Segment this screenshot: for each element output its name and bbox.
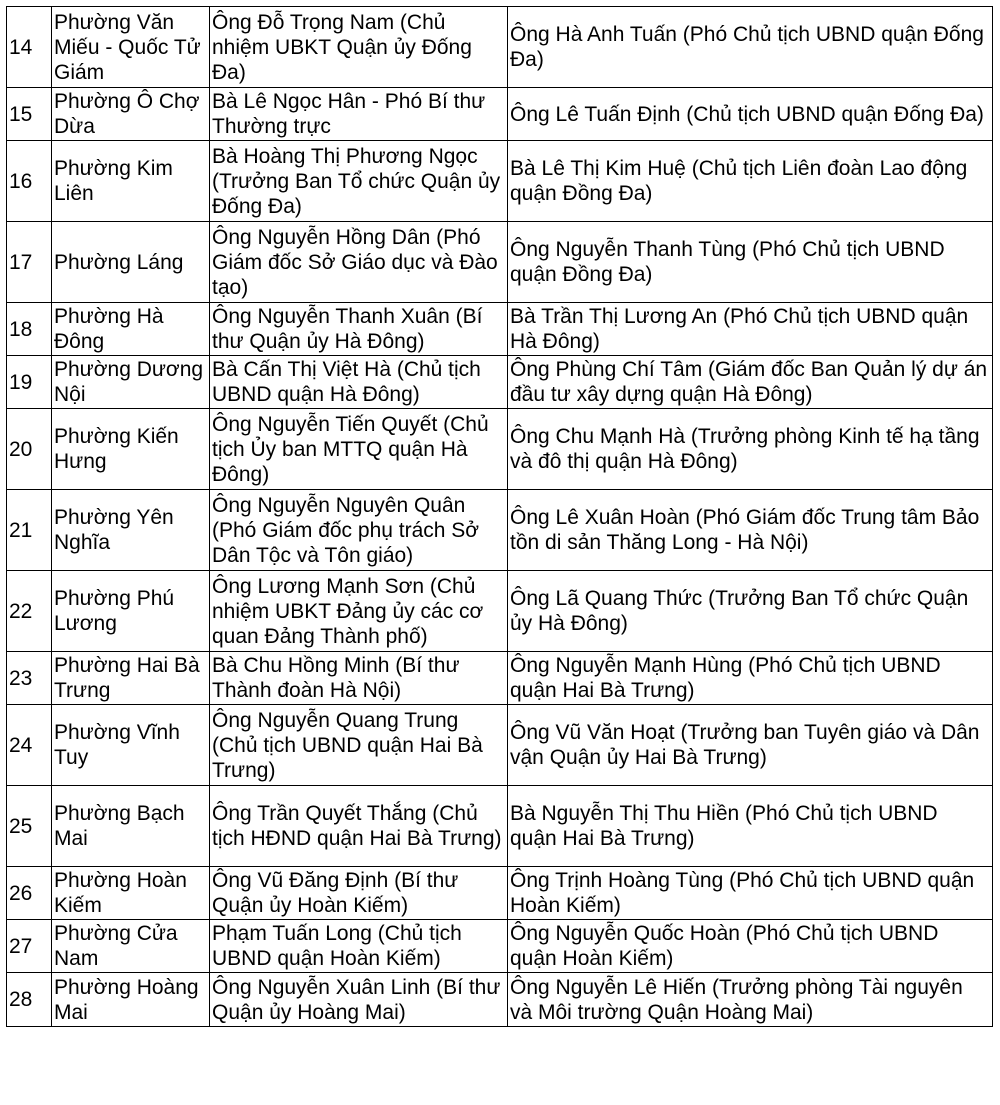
- person-a: Bà Lê Ngọc Hân - Phó Bí thư Thường trực: [210, 88, 508, 141]
- ward-name: Phường Hà Đông: [52, 303, 210, 356]
- person-a: Bà Hoàng Thị Phương Ngọc (Trưởng Ban Tổ chức Quận ủy Đống Đa): [210, 141, 508, 222]
- row-number: 20: [7, 409, 52, 490]
- table-row: [7, 867, 993, 920]
- row-number: 17: [7, 222, 52, 303]
- table-row: [7, 409, 993, 490]
- person-a: Ông Đỗ Trọng Nam (Chủ nhiệm UBKT Quận ủy Đống Đa): [210, 7, 508, 88]
- person-a: Bà Chu Hồng Minh (Bí thư Thành đoàn Hà Nội): [210, 652, 508, 705]
- table-row: [7, 973, 993, 1027]
- table-row: [7, 786, 993, 867]
- ward-name: Phường Láng: [52, 222, 210, 303]
- person-a: Ông Nguyễn Nguyên Quân (Phó Giám đốc phụ trách Sở Dân Tộc và Tôn giáo): [210, 490, 508, 571]
- row-number: 21: [7, 490, 52, 571]
- person-b: Ông Nguyễn Quốc Hoàn (Phó Chủ tịch UBND quận Hoàn Kiếm): [508, 920, 993, 973]
- row-number: 25: [7, 786, 52, 867]
- ward-name: Phường Phú Lương: [52, 571, 210, 652]
- personnel-table: [6, 6, 993, 1027]
- row-number: 18: [7, 303, 52, 356]
- row-number: 26: [7, 867, 52, 920]
- table-row: [7, 7, 993, 88]
- person-a: Ông Nguyễn Quang Trung (Chủ tịch UBND quận Hai Bà Trưng): [210, 705, 508, 786]
- table-row: [7, 490, 993, 571]
- ward-name: Phường Hoàn Kiếm: [52, 867, 210, 920]
- person-a: Ông Nguyễn Tiến Quyết (Chủ tịch Ủy ban MTTQ quận Hà Đông): [210, 409, 508, 490]
- ward-name: Phường Ô Chợ Dừa: [52, 88, 210, 141]
- row-number: 23: [7, 652, 52, 705]
- person-a: Bà Cấn Thị Việt Hà (Chủ tịch UBND quận Hà Đông): [210, 356, 508, 409]
- ward-name: Phường Hoàng Mai: [52, 973, 210, 1027]
- ward-name: Phường Kiến Hưng: [52, 409, 210, 490]
- ward-name: Phường Vĩnh Tuy: [52, 705, 210, 786]
- table-body: [7, 7, 993, 1027]
- person-b: Ông Trịnh Hoàng Tùng (Phó Chủ tịch UBND quận Hoàn Kiếm): [508, 867, 993, 920]
- ward-name: Phường Văn Miếu - Quốc Tử Giám: [52, 7, 210, 88]
- person-a: Ông Trần Quyết Thắng (Chủ tịch HĐND quận Hai Bà Trưng): [210, 786, 508, 867]
- table-row: [7, 705, 993, 786]
- row-number: 14: [7, 7, 52, 88]
- person-b: Bà Trần Thị Lương An (Phó Chủ tịch UBND quận Hà Đông): [508, 303, 993, 356]
- person-b: Ông Nguyễn Lê Hiến (Trưởng phòng Tài nguyên và Môi trường Quận Hoàng Mai): [508, 973, 993, 1027]
- table-row: [7, 652, 993, 705]
- person-b: Ông Lã Quang Thức (Trưởng Ban Tổ chức Quận ủy Hà Đông): [508, 571, 993, 652]
- person-b: Ông Hà Anh Tuấn (Phó Chủ tịch UBND quận Đống Đa): [508, 7, 993, 88]
- table-row: [7, 141, 993, 222]
- person-b: Ông Lê Xuân Hoàn (Phó Giám đốc Trung tâm Bảo tồn di sản Thăng Long - Hà Nội): [508, 490, 993, 571]
- table-row: [7, 303, 993, 356]
- ward-name: Phường Bạch Mai: [52, 786, 210, 867]
- person-b: Bà Lê Thị Kim Huệ (Chủ tịch Liên đoàn Lao động quận Đồng Đa): [508, 141, 993, 222]
- person-b: Ông Chu Mạnh Hà (Trưởng phòng Kinh tế hạ tầng và đô thị quận Hà Đông): [508, 409, 993, 490]
- person-a: Ông Vũ Đăng Định (Bí thư Quận ủy Hoàn Kiếm): [210, 867, 508, 920]
- person-a: Ông Nguyễn Thanh Xuân (Bí thư Quận ủy Hà Đông): [210, 303, 508, 356]
- row-number: 22: [7, 571, 52, 652]
- table-row: [7, 222, 993, 303]
- person-b: Ông Nguyễn Mạnh Hùng (Phó Chủ tịch UBND quận Hai Bà Trưng): [508, 652, 993, 705]
- row-number: 16: [7, 141, 52, 222]
- ward-name: Phường Yên Nghĩa: [52, 490, 210, 571]
- row-number: 28: [7, 973, 52, 1027]
- person-b: Ông Nguyễn Thanh Tùng (Phó Chủ tịch UBND quận Đồng Đa): [508, 222, 993, 303]
- person-a: Ông Nguyễn Xuân Linh (Bí thư Quận ủy Hoàng Mai): [210, 973, 508, 1027]
- table-row: [7, 920, 993, 973]
- person-b: Bà Nguyễn Thị Thu Hiền (Phó Chủ tịch UBND quận Hai Bà Trưng): [508, 786, 993, 867]
- table-row: [7, 356, 993, 409]
- person-b: Ông Phùng Chí Tâm (Giám đốc Ban Quản lý dự án đầu tư xây dựng quận Hà Đông): [508, 356, 993, 409]
- row-number: 15: [7, 88, 52, 141]
- table-row: [7, 88, 993, 141]
- person-b: Ông Lê Tuấn Định (Chủ tịch UBND quận Đống Đa): [508, 88, 993, 141]
- row-number: 24: [7, 705, 52, 786]
- ward-name: Phường Hai Bà Trưng: [52, 652, 210, 705]
- person-b: Ông Vũ Văn Hoạt (Trưởng ban Tuyên giáo và Dân vận Quận ủy Hai Bà Trưng): [508, 705, 993, 786]
- ward-name: Phường Cửa Nam: [52, 920, 210, 973]
- person-a: Ông Nguyễn Hồng Dân (Phó Giám đốc Sở Giáo dục và Đào tạo): [210, 222, 508, 303]
- table-row: [7, 571, 993, 652]
- row-number: 27: [7, 920, 52, 973]
- person-a: Phạm Tuấn Long (Chủ tịch UBND quận Hoàn Kiếm): [210, 920, 508, 973]
- row-number: 19: [7, 356, 52, 409]
- person-a: Ông Lương Mạnh Sơn (Chủ nhiệm UBKT Đảng ủy các cơ quan Đảng Thành phố): [210, 571, 508, 652]
- ward-name: Phường Kim Liên: [52, 141, 210, 222]
- ward-name: Phường Dương Nội: [52, 356, 210, 409]
